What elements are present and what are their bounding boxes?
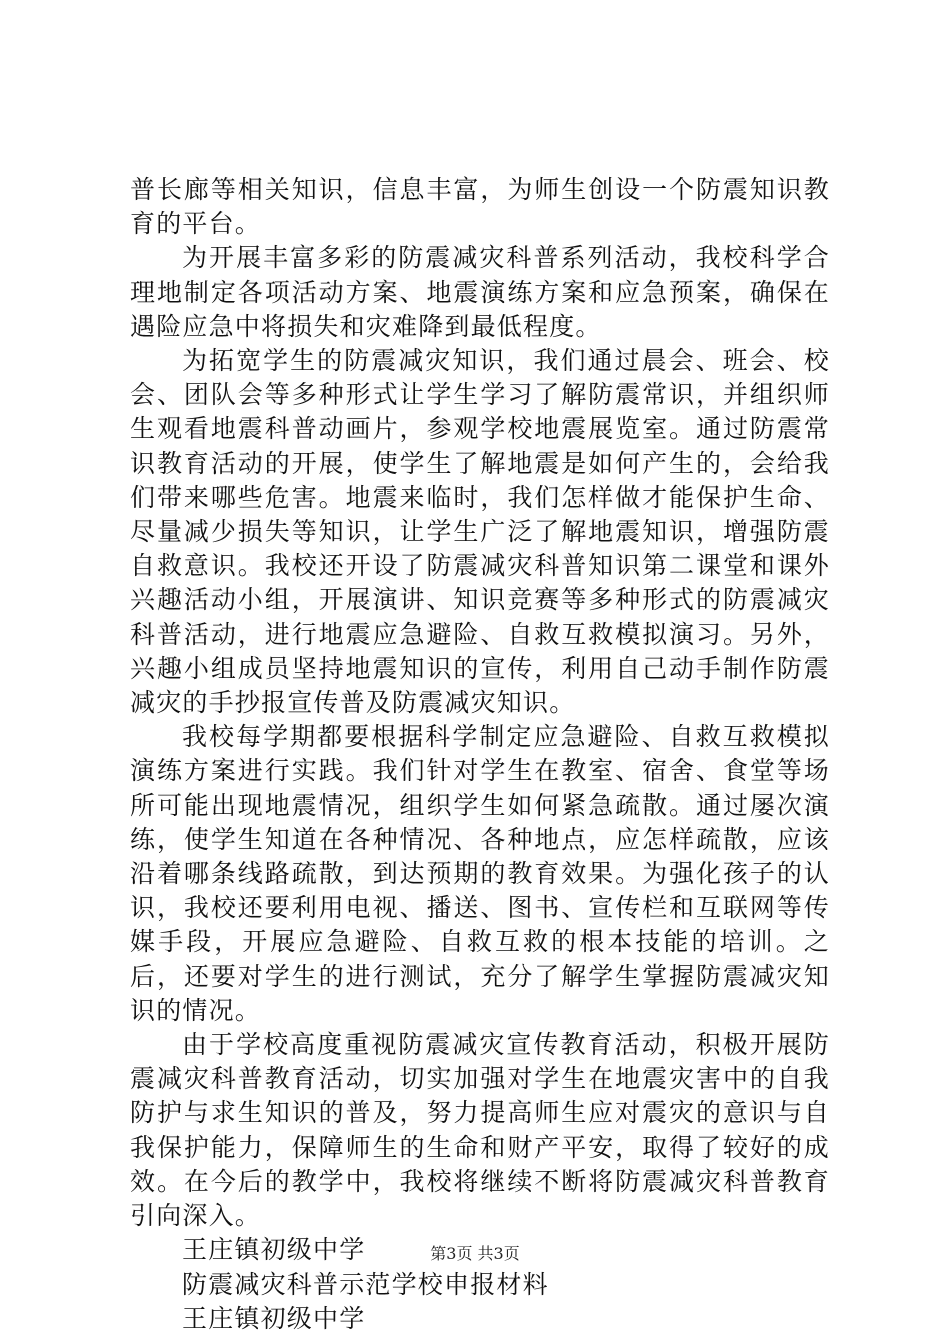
material-title: 防震减灾科普示范学校申报材料 — [182, 1269, 549, 1299]
signature-school: 王庄镇初级中学 — [182, 1235, 366, 1265]
paragraph-continuation: 普长廊等相关知识，信息丰富，为师生创设一个防震知识教育的平台。 — [130, 175, 830, 239]
signature-school-repeat: 王庄镇初级中学 — [182, 1303, 366, 1333]
paragraph-activity-planning: 为开展丰富多彩的防震减灾科普系列活动，我校科学合理地制定各项活动方案、地震演练方案和应急预案，确保在遇险应急中将损失和灾难降到最低程度。 — [130, 243, 830, 341]
document-body — [130, 173, 830, 1336]
paragraph-drill-practice: 我校每学期都要根据科学制定应急避险、自救互救模拟演练方案进行实践。我们针对学生在教室、宿舍、食堂等场所可能出现地震情况，组织学生如何紧急疏散。通过屡次演练，使学生知道在各种情况、各种地点，应怎样疏散，应该沿着哪条线路疏散，到达预期的教育效果。为强化孩子的认识，我校还要利用电视、播送、图书、宣传栏和互联网等传媒手段，开展应急避险、自救互救的根本技能的培训。之后，还要对学生的进行测试，充分了解学生掌握防震减灾知识的情况。 — [130, 722, 830, 1025]
page-number-footer: 第3页 共3页 — [430, 1244, 520, 1263]
paragraph-knowledge-expansion: 为拓宽学生的防震减灾知识，我们通过晨会、班会、校会、团队会等多种形式让学生学习了解防震常识，并组织师生观看地震科普动画片，参观学校地震展览室。通过防震常识教育活动的开展，使学生了解地震是如何产生的，会给我们带来哪些危害。地震来临时，我们怎样做才能保护生命、尽量减少损失等知识，让学生广泛了解地震知识，增强防震自救意识。我校还开设了防震减灾科普知识第二课堂和课外兴趣活动小组，开展演讲、知识竞赛等多种形式的防震减灾科普活动，进行地震应急避险、自救互救模拟演习。另外，兴趣小组成员坚持地震知识的宣传，利用自己动手制作防震减灾的手抄报宣传普及防震减灾知识。 — [130, 346, 830, 718]
paragraph-conclusion: 由于学校高度重视防震减灾宣传教育活动，积极开展防震减灾科普教育活动，切实加强对学生在地震灾害中的自我防护与求生知识的普及，努力提高师生应对震灾的意识与自我保护能力，保障师生的生命和财产平安，取得了较好的成效。在今后的教学中，我校将继续不断将防震减灾科普教育引向深入。 — [130, 1030, 830, 1231]
